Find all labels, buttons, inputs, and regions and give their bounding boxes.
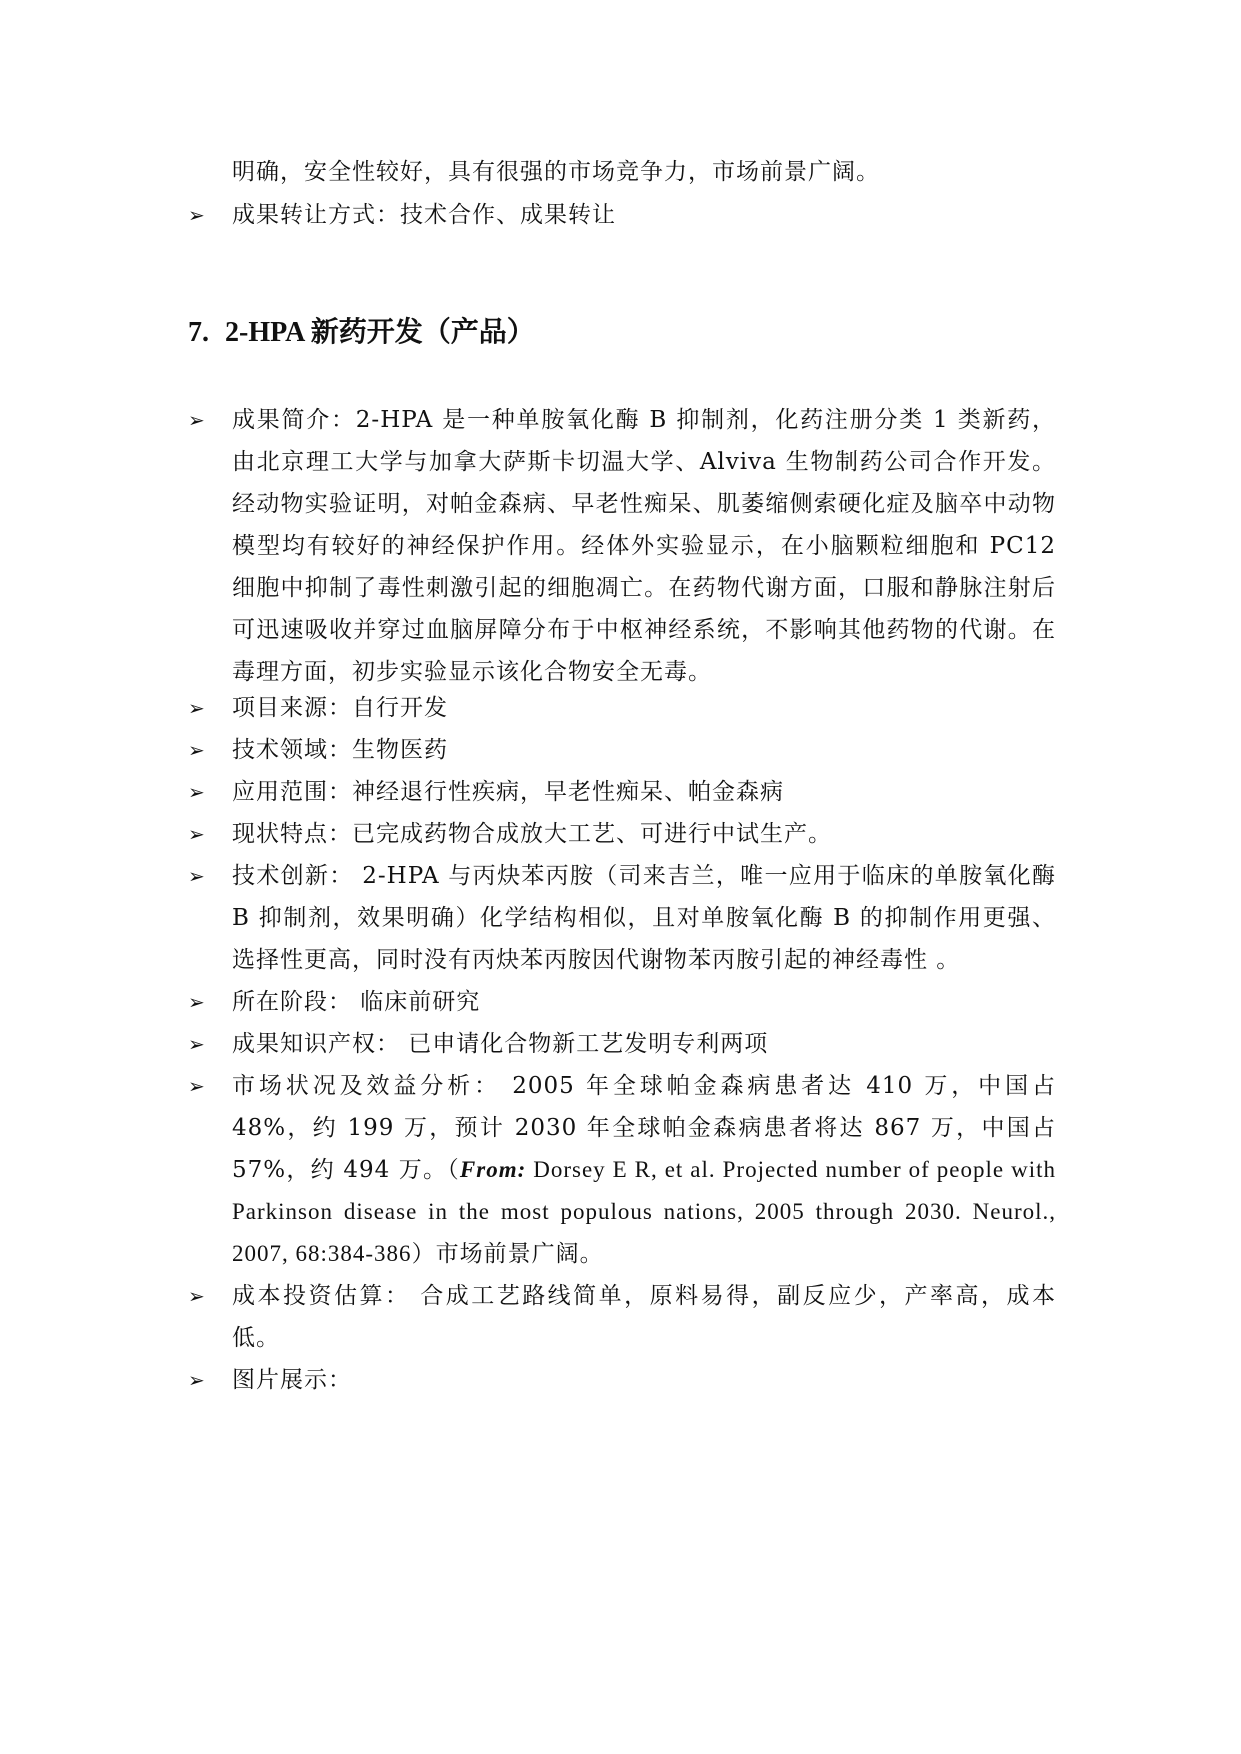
arrow-bullet-icon: ➢ <box>188 822 205 846</box>
arrow-bullet-icon: ➢ <box>188 864 205 888</box>
arrow-bullet-icon: ➢ <box>188 780 205 804</box>
list-item-stage <box>188 981 1056 1023</box>
arrow-bullet-icon: ➢ <box>188 1284 205 1308</box>
list-item-cost <box>188 1275 1056 1359</box>
list-item-text: 应用范围：神经退行性疾病，早老性痴呆、帕金森病 <box>232 779 784 805</box>
list-item-text: 图片展示： <box>232 1367 352 1393</box>
list-item-summary <box>188 399 1056 693</box>
list-item-text: 所在阶段： 临床前研究 <box>232 989 481 1015</box>
list-item-text: 成本投资估算： 合成工艺路线简单，原料易得，副反应少，产率高，成本低。 <box>232 1283 1056 1351</box>
list-item-status <box>188 813 1056 855</box>
list-item-text: 技术创新： 2-HPA 与丙炔苯丙胺（司来吉兰，唯一应用于临床的单胺氧化酶 B 抑制剂，效果明确）化学结构相似，且对单胺氧化酶 B 的抑制作用更强、选择性更高，同时没有丙炔苯丙胺因代谢物苯丙胺引起的神经毒性 。 <box>232 863 1056 973</box>
list-item-text: 技术领域：生物医药 <box>232 737 448 763</box>
list-item-images <box>188 1359 1056 1401</box>
list-item-text: 成果知识产权： 已申请化合物新工艺发明专利两项 <box>232 1031 769 1057</box>
list-item-transfer <box>188 194 1056 236</box>
arrow-bullet-icon: ➢ <box>188 1368 205 1392</box>
list-item-text: 成果简介：2-HPA 是一种单胺氧化酶 B 抑制剂，化药注册分类 1 类新药，由北京理工大学与加拿大萨斯卡切温大学、Alviva 生物制药公司合作开发。经动物实验证明，对帕金森病、早老性痴呆、肌萎缩侧索硬化症及脑卒中动物模型均有较好的神经保护作用。经体外实验显示，在小脑颗粒细胞和 PC12 细胞中抑制了毒性刺激引起的细胞凋亡。在药物代谢方面，口服和静脉注射后可迅速吸收并穿过血脑屏障分布于中枢神经系统，不影响其他药物的代谢。在毒理方面，初步实验显示该化合物安全无毒。 <box>232 407 1056 685</box>
arrow-bullet-icon: ➢ <box>188 203 205 227</box>
list-item-text: 成果转让方式：技术合作、成果转让 <box>232 202 616 228</box>
list-item-text: 现状特点：已完成药物合成放大工艺、可进行中试生产。 <box>232 821 832 847</box>
list-item-text <box>232 1065 1056 1275</box>
section-number: 7. <box>188 317 209 348</box>
market-text: 市场状况及效益分析： 2005 年全球帕金森病患者达 410 万，中国占 48%，约 199 万，预计 2030 年全球帕金森病患者将达 867 万，中国占 57%，约 494 万。（ <box>232 1073 1056 1183</box>
market-text-end: ）市场前景广阔。 <box>411 1241 604 1267</box>
list-item-text: 项目来源：自行开发 <box>232 695 448 721</box>
arrow-bullet-icon: ➢ <box>188 408 205 432</box>
list-item-scope <box>188 771 1056 813</box>
list-item-market <box>188 1065 1056 1275</box>
arrow-bullet-icon: ➢ <box>188 738 205 762</box>
citation-text: Dorsey E R, et al. Projected number of people with Parkinson disease in the most populous nations, 2005 through 2030. Neurol., 2007, 68:384-386 <box>232 1157 1056 1266</box>
section-title: 2-HPA 新药开发（产品） <box>225 317 535 348</box>
arrow-bullet-icon: ➢ <box>188 1074 205 1098</box>
citation-from-label: From: <box>459 1157 527 1182</box>
section-heading <box>188 313 535 353</box>
arrow-bullet-icon: ➢ <box>188 990 205 1014</box>
list-item-innovation <box>188 855 1056 981</box>
continuation-line: 明确，安全性较好，具有很强的市场竞争力，市场前景广阔。 <box>232 159 880 185</box>
arrow-bullet-icon: ➢ <box>188 696 205 720</box>
arrow-bullet-icon: ➢ <box>188 1032 205 1056</box>
list-item-ip <box>188 1023 1056 1065</box>
list-item-field <box>188 729 1056 771</box>
list-item-source <box>188 687 1056 729</box>
